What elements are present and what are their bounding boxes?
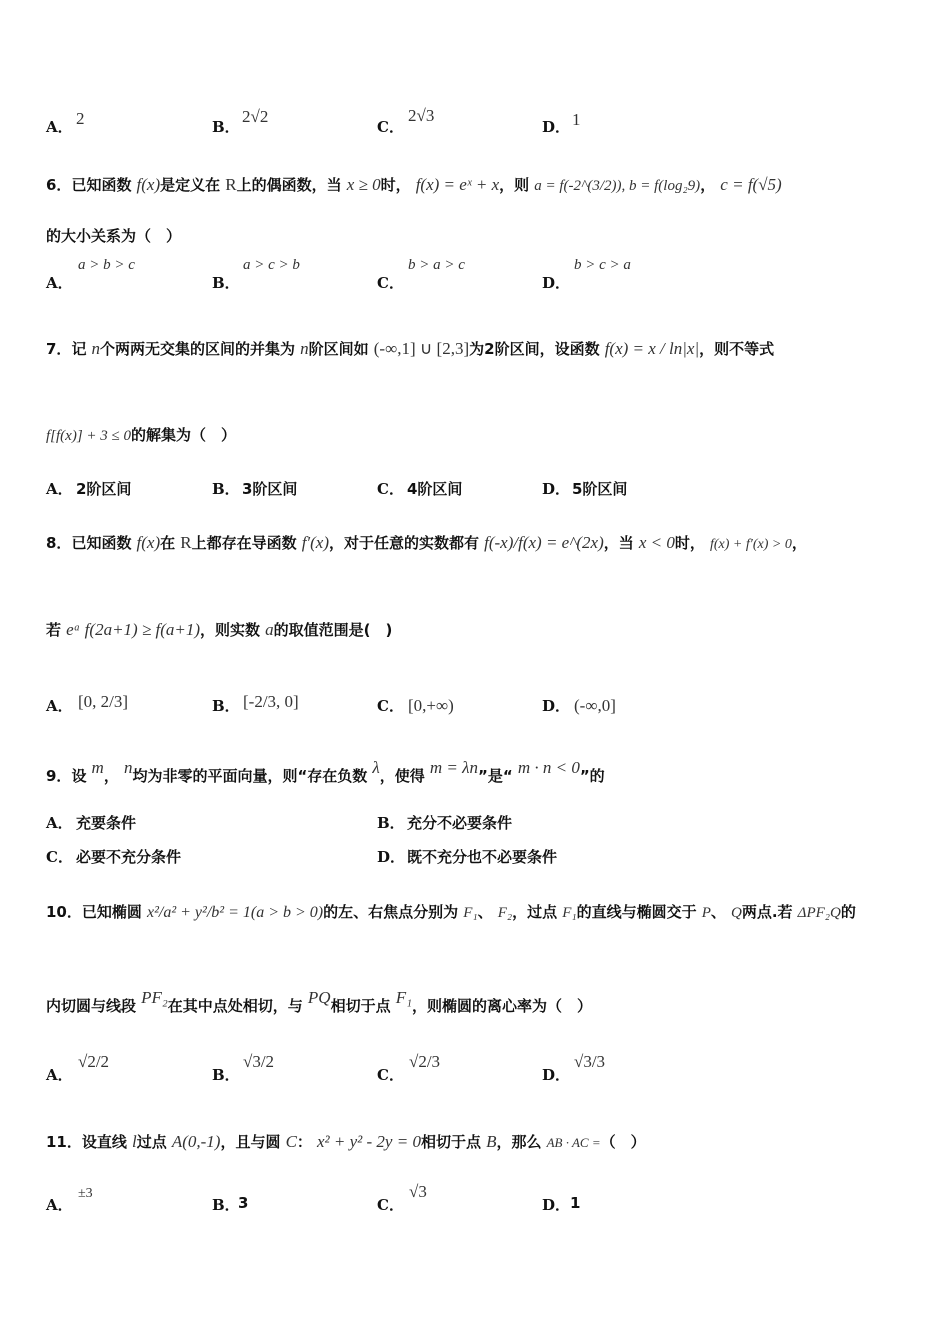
q7-opt-d-value: 5阶区间 [572, 480, 628, 498]
q8-opt-a-label: A． [46, 697, 73, 715]
q6-opt-a-label: A． [46, 274, 73, 292]
q5-opt-a-label: A． [46, 118, 73, 136]
q7-math: n [300, 339, 309, 358]
q9-text: ”是“ [478, 767, 513, 785]
q10-opt-b-label: B． [212, 1066, 240, 1084]
q11-text: 过点 [136, 1133, 167, 1151]
q6-opt-d-value: b > c > a [574, 257, 631, 273]
q5-opt-d-value: 1 [572, 110, 581, 129]
q11-math: AB · AC = [546, 1135, 601, 1150]
q7-opt-c-label: C． [377, 480, 404, 498]
q9-text: 设 [71, 767, 87, 785]
q10-text: 的左、右焦点分别为 [323, 903, 459, 921]
q8-math: f(x) + f′(x) > 0 [710, 537, 792, 552]
q8-math: eᵃ f(2a+1) ≥ f(a+1) [66, 620, 201, 639]
q10-opt-d-value: √3/3 [574, 1052, 606, 1071]
q7-text: 个两两无交集的区间的并集为 [100, 340, 296, 358]
q8-text: 若 [46, 621, 62, 639]
q10-math: Q [731, 905, 742, 921]
q10-text: 、 [710, 903, 726, 921]
q7-text: ，则不等式 [699, 340, 775, 358]
q7-number: 7． [46, 340, 72, 358]
q6-math: f(x) [136, 175, 161, 194]
q10-opt-b-value: √3/2 [243, 1052, 275, 1071]
q7-opt-b-value: 3阶区间 [242, 480, 298, 498]
q10-text: 已知椭圆 [81, 903, 142, 921]
q9-text: ，使得 [379, 767, 425, 785]
q8-text: 的取值范围是( ) [273, 621, 393, 639]
q7-math: n [91, 339, 101, 358]
q8-math: a [265, 620, 274, 639]
q8-math: x < 0 [638, 533, 675, 552]
q8-text: 上都存在导函数 [191, 534, 297, 552]
q11-math: l [131, 1132, 137, 1151]
q9-math: m · n < 0 [517, 758, 580, 777]
q9-number: 9． [46, 767, 72, 785]
q7-text: 阶区间如 [308, 340, 369, 358]
q7-math: f[f(x)] + 3 ≤ 0 [46, 428, 132, 444]
q7-opt-c-value: 4阶区间 [407, 480, 463, 498]
q8-text: ， [791, 534, 807, 552]
q6-opt-d-label: D． [542, 274, 571, 292]
q9-stem [46, 758, 605, 786]
q6-text: 是定义在 [160, 176, 221, 194]
q9-math: n [123, 758, 133, 777]
q11-text: 相切于点 [420, 1133, 481, 1151]
q6-text: 已知函数 [71, 176, 132, 194]
q11-text: 设直线 [81, 1133, 127, 1151]
q9-opt-b-label: B． [377, 814, 405, 832]
q7-stem-line1 [46, 338, 774, 359]
q9-text: ”的 [579, 767, 605, 785]
q10-text: 在其中点处相切，与 [167, 997, 303, 1015]
q6-opt-c-value: b > a > c [408, 257, 465, 273]
q8-number: 8． [46, 534, 72, 552]
q11-text: ，那么 [496, 1133, 542, 1151]
q8-opt-a-value: [0, 2/3] [78, 692, 129, 711]
q11-opt-d-label: D． [542, 1196, 571, 1214]
q6-opt-c-label: C． [377, 274, 404, 292]
q8-math: f(x) [136, 533, 161, 552]
q10-opt-c-label: C． [377, 1066, 404, 1084]
q10-stem-line2 [46, 988, 592, 1016]
q9-opt-a-value: 充要条件 [76, 814, 137, 832]
q6-opt-b-value: a > c > b [243, 257, 300, 273]
q7-math: f(x) = x / ln|x| [604, 339, 700, 358]
q6-text: 上的偶函数，当 [236, 176, 342, 194]
q9-opt-c-value: 必要不充分条件 [76, 848, 182, 866]
q9-opt-a-label: A． [46, 814, 73, 832]
q11-opt-c-label: C． [377, 1196, 404, 1214]
q6-opt-b-label: B． [212, 274, 240, 292]
q9-text: 均为非零的平面向量，则“存在负数 [132, 767, 368, 785]
q7-opt-a-value: 2阶区间 [76, 480, 132, 498]
q10-text: 的 [840, 903, 856, 921]
q5-opt-c-value: 2√3 [408, 106, 435, 125]
q10-math: x²/a² + y²/b² = 1(a > b > 0) [146, 904, 324, 921]
q10-stem-line1 [46, 901, 856, 922]
q11-math: x² + y² - 2y = 0 [317, 1132, 421, 1151]
q8-stem-line2 [46, 619, 392, 640]
q8-text: 时， [674, 534, 705, 552]
q5-opt-c-label: C． [377, 118, 404, 136]
q9-opt-d-label: D． [377, 848, 406, 866]
q8-opt-b-value: [-2/3, 0] [243, 692, 299, 711]
q6-text: ， [700, 176, 716, 194]
q10-math: P [701, 905, 711, 921]
q5-opt-b-label: B． [212, 118, 240, 136]
q6-math: f(x) = eˣ + x [415, 175, 500, 194]
q6-stem-line1 [46, 174, 782, 195]
q5-opt-a-value: 2 [76, 109, 85, 128]
q11-stem [46, 1131, 646, 1152]
q7-opt-a-label: A． [46, 480, 73, 498]
q10-text: 相切于点 [330, 997, 391, 1015]
q7-stem-line2 [46, 424, 236, 445]
q10-opt-a-value: √2/2 [78, 1052, 110, 1071]
q7-text: 记 [71, 340, 87, 358]
q11-text: ： [296, 1133, 312, 1151]
q8-text: ，则实数 [200, 621, 261, 639]
q11-math: A(0,-1) [171, 1132, 221, 1151]
q11-opt-b-value: 3 [238, 1194, 249, 1212]
q11-math: B [486, 1132, 497, 1151]
q9-opt-d-value: 既不充分也不必要条件 [407, 848, 558, 866]
q6-opt-a-value: a > b > c [78, 257, 135, 273]
q10-math: PF₂ [141, 988, 168, 1007]
q7-opt-d-label: D． [542, 480, 571, 498]
q8-text: ，对于任意的实数都有 [329, 534, 480, 552]
q11-opt-a-label: A． [46, 1196, 73, 1214]
q8-text: 已知函数 [71, 534, 132, 552]
q6-math: c = f(√5) [720, 175, 782, 194]
q10-opt-a-label: A． [46, 1066, 73, 1084]
q8-opt-d-label: D． [542, 697, 571, 715]
q10-text: ，过点 [512, 903, 558, 921]
q6-number: 6． [46, 176, 72, 194]
q11-text: ，且与圆 [220, 1133, 281, 1151]
q7-opt-b-label: B． [212, 480, 240, 498]
q8-opt-c-value: [0,+∞) [408, 696, 454, 715]
q5-opt-d-label: D． [542, 118, 571, 136]
q11-opt-a-value: ±3 [78, 1186, 93, 1201]
q6-stem-line2: 的大小关系为（ ） [46, 227, 182, 245]
q10-math: PQ [307, 988, 331, 1007]
q11-opt-b-label: B． [212, 1196, 240, 1214]
q8-math: f′(x) [301, 533, 330, 552]
q8-text: 在 [160, 534, 176, 552]
q9-math: m = λn [429, 758, 479, 777]
q10-math: ΔPF₂Q [797, 905, 841, 921]
q10-text: 、 [477, 903, 493, 921]
q10-number: 10． [46, 903, 82, 921]
q6-text: 时， [380, 176, 411, 194]
q10-text: ，则椭圆的离心率为（ ） [411, 997, 592, 1015]
q10-math: F₁ [463, 905, 478, 921]
q5-opt-b-value: 2√2 [242, 107, 269, 126]
q8-stem-line1 [46, 532, 807, 553]
q9-math: m [91, 758, 104, 777]
q10-text: 两点.若 [741, 903, 793, 921]
q7-math: (-∞,1] ∪ [2,3] [373, 339, 470, 358]
q8-opt-c-label: C． [377, 697, 404, 715]
q10-math: F₁ [395, 988, 412, 1007]
q8-text: ，当 [603, 534, 634, 552]
q6-math: a = f(-2^(3/2)), b = f(log₂9) [534, 178, 701, 194]
q10-math: F₁ [562, 905, 577, 921]
q9-opt-c-label: C． [46, 848, 73, 866]
q8-math: f(-x)/f(x) = e^(2x) [484, 533, 604, 552]
q8-opt-d-value: (-∞,0] [574, 696, 616, 715]
q9-math: λ [372, 758, 380, 777]
q8-math: R [180, 533, 192, 552]
q10-opt-c-value: √2/3 [409, 1052, 441, 1071]
q10-text: 内切圆与线段 [46, 997, 137, 1015]
q6-math: R [225, 175, 237, 194]
q9-text: ， [103, 767, 119, 785]
q10-opt-d-label: D． [542, 1066, 571, 1084]
q6-text: ，则 [499, 176, 530, 194]
q10-math: F₂ [497, 905, 513, 921]
q8-opt-b-label: B． [212, 697, 240, 715]
q11-number: 11． [46, 1133, 82, 1151]
q10-text: 的直线与椭圆交于 [576, 903, 697, 921]
q11-math: C [285, 1132, 297, 1151]
q7-text: 为2阶区间，设函数 [469, 340, 600, 358]
q11-text: （ ） [600, 1133, 646, 1151]
q6-math: x ≥ 0 [346, 175, 381, 194]
q9-opt-b-value: 充分不必要条件 [407, 814, 513, 832]
q11-opt-d-value: 1 [570, 1194, 581, 1212]
q7-text: 的解集为（ ） [131, 426, 237, 444]
q11-opt-c-value: √3 [409, 1182, 427, 1201]
